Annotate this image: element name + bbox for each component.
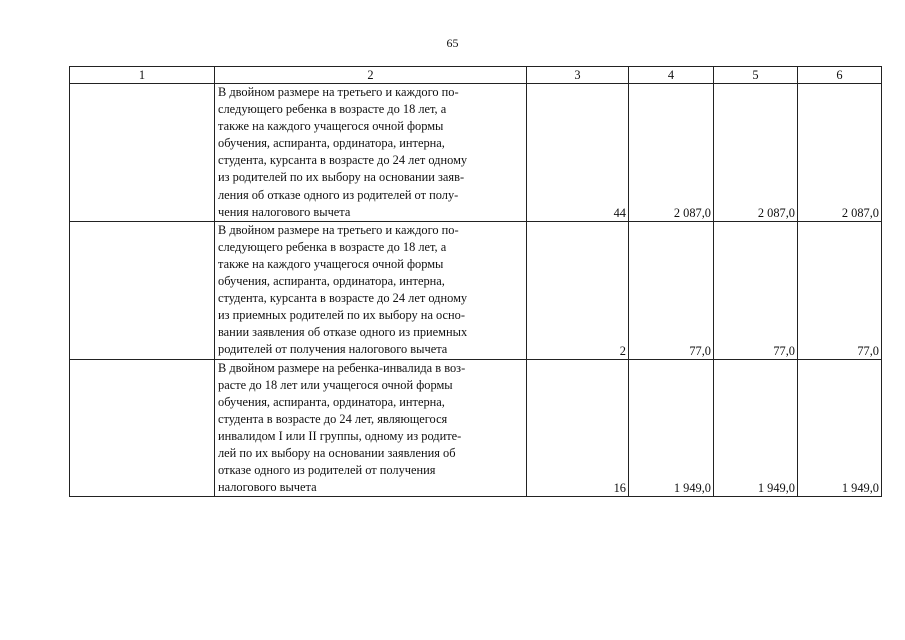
description-line: расте до 18 лет или учащегося очной формы	[218, 377, 453, 392]
data-table	[69, 66, 882, 497]
description-line: инвалидом I или II группы, одному из родите-	[218, 428, 462, 443]
description-line: ления об отказе одного из родителей от полу-	[218, 187, 459, 202]
row-value-col4: 1 949,0	[629, 359, 714, 497]
header-col-6: 6	[798, 67, 882, 84]
description-line: из приемных родителей по их выбору на осно-	[218, 308, 465, 323]
row-description	[215, 359, 527, 497]
description-line: чения налогового вычета	[218, 204, 351, 219]
header-col-2: 2	[215, 67, 527, 84]
table-row	[70, 221, 882, 359]
description-line: родителей от получения налогового вычета	[218, 342, 448, 357]
row-value-col6: 1 949,0	[798, 359, 882, 497]
table-row	[70, 359, 882, 497]
description-line: студента, курсанта в возрасте до 24 лет одному	[218, 291, 468, 306]
description-line: студента в возрасте до 24 лет, являющегося	[218, 411, 448, 426]
description-line: В двойном размере на третьего и каждого по-	[218, 85, 459, 99]
description-line: обучения, аспиранта, ординатора, интерна,	[218, 394, 445, 409]
description-line: вании заявления об отказе одного из приемных	[218, 325, 468, 340]
row-value-col5: 77,0	[714, 221, 798, 359]
description-line: студента, курсанта в возрасте до 24 лет одному	[218, 153, 468, 168]
description-line: следующего ребенка в возрасте до 18 лет, а	[218, 102, 447, 117]
row-value-col4: 77,0	[629, 221, 714, 359]
row-cell-col1	[70, 221, 215, 359]
table-header-row	[70, 67, 882, 84]
description-line: обучения, аспиранта, ординатора, интерна,	[218, 274, 445, 289]
description-line: отказе одного из родителей от получения	[218, 463, 436, 478]
header-col-5: 5	[714, 67, 798, 84]
description-line: следующего ребенка в возрасте до 18 лет, а	[218, 239, 447, 254]
row-description	[215, 84, 527, 222]
row-value-col6: 2 087,0	[798, 84, 882, 222]
description-line: лей по их выбору на основании заявления об	[218, 445, 456, 460]
row-count-col3: 16	[527, 359, 629, 497]
description-line: также на каждого учащегося очной формы	[218, 256, 444, 271]
header-col-3: 3	[527, 67, 629, 84]
row-cell-col1	[70, 84, 215, 222]
description-line: В двойном размере на ребенка-инвалида в воз-	[218, 360, 466, 375]
header-col-1: 1	[70, 67, 215, 84]
description-line: из родителей по их выбору на основании заяв-	[218, 170, 465, 185]
description-line: обучения, аспиранта, ординатора, интерна,	[218, 136, 445, 151]
row-value-col5: 2 087,0	[714, 84, 798, 222]
row-value-col6: 77,0	[798, 221, 882, 359]
page-number: 65	[446, 36, 459, 50]
description-line: В двойном размере на третьего и каждого по-	[218, 222, 459, 237]
description-line: налогового вычета	[218, 480, 317, 495]
description-line: также на каждого учащегося очной формы	[218, 119, 444, 134]
row-count-col3: 44	[527, 84, 629, 222]
row-value-col4: 2 087,0	[629, 84, 714, 222]
table-row	[70, 84, 882, 222]
row-count-col3: 2	[527, 221, 629, 359]
header-col-4: 4	[629, 67, 714, 84]
row-value-col5: 1 949,0	[714, 359, 798, 497]
row-cell-col1	[70, 359, 215, 497]
row-description	[215, 221, 527, 359]
